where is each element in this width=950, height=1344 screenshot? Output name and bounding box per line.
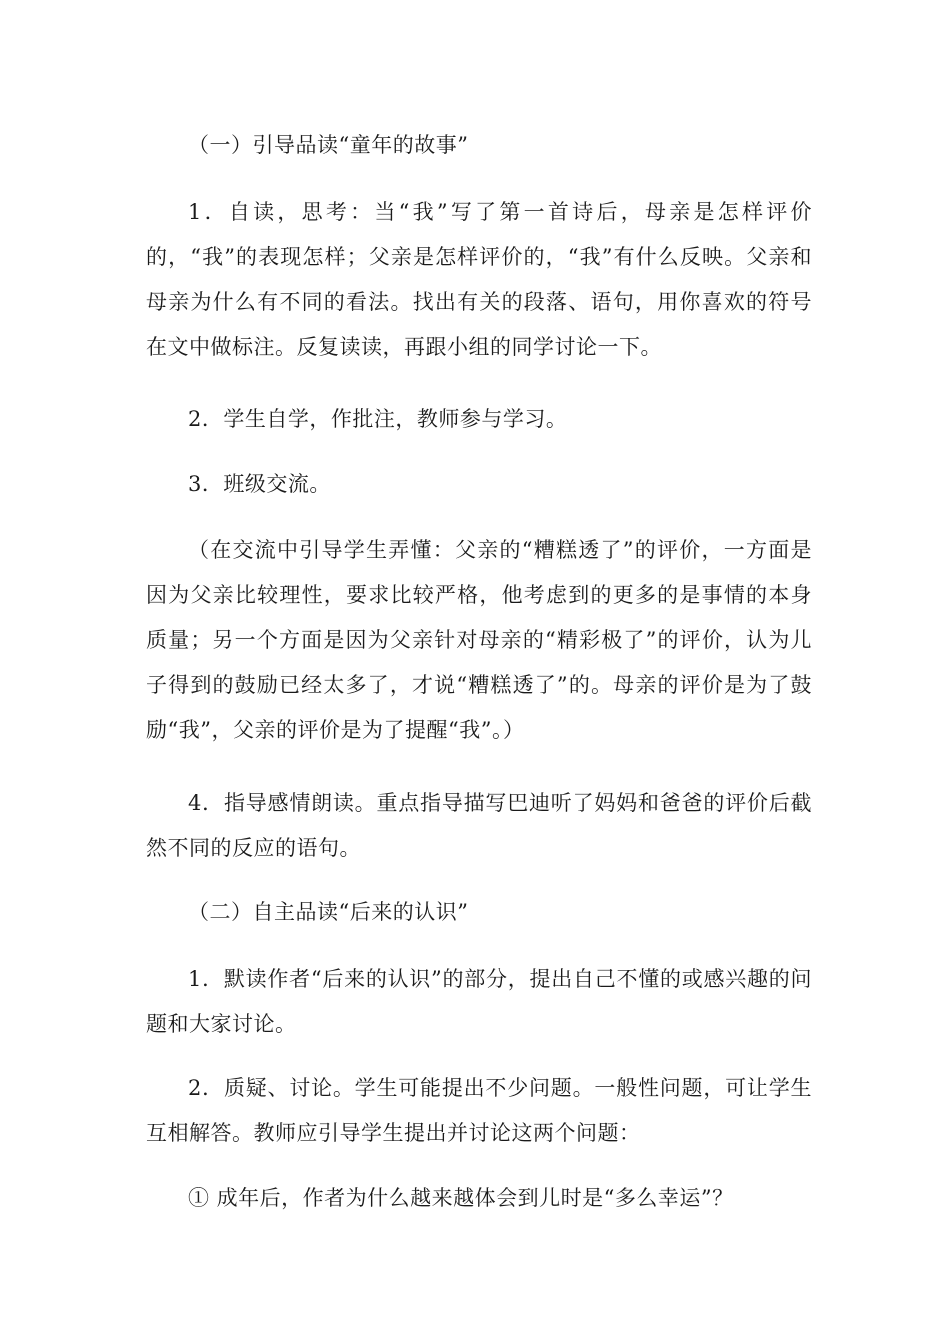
paragraph-7: 2．质疑、讨论。学生可能提出不少问题。一般性问题，可让学生互相解答。教师应引导学生提出并讨论这两个问题： (146, 1076, 812, 1145)
paragraph-8: ① 成年后，作者为什么越来越体会到儿时是“多么幸运”？ (188, 1186, 734, 1210)
paragraph-4: （在交流中引导学生弄懂：父亲的“糟糕透了”的评价，一方面是因为父亲比较理性，要求比较严格，他考虑到的更多的是事情的本身质量；另一个方面是因为父亲针对母亲的“精彩极了”的评价，认为儿子得到的鼓励已经太多了，才说“糟糕透了”的。母亲的评价是为了鼓励“我”，父亲的评价是为了提醒“我”。） (146, 538, 812, 742)
paragraph-3: 3．班级交流。 (188, 472, 331, 496)
paragraph-2: 2．学生自学，作批注，教师参与学习。 (188, 407, 568, 431)
paragraph-6: 1．默读作者“后来的认识”的部分，提出自己不懂的或感兴趣的问题和大家讨论。 (146, 967, 812, 1036)
section-heading-2: （二）自主品读“后来的认识” (188, 900, 469, 924)
paragraph-1: 1．自读，思考：当“我”写了第一首诗后，母亲是怎样评价的，“我”的表现怎样；父亲是怎样评价的，“我”有什么反映。父亲和母亲为什么有不同的看法。找出有关的段落、语句，用你喜欢的符号在文中做标注。反复读读，再跟小组的同学讨论一下。 (146, 200, 812, 359)
paragraph-5: 4．指导感情朗读。重点指导描写巴迪听了妈妈和爸爸的评价后截然不同的反应的语句。 (146, 791, 812, 860)
section-heading-1: （一）引导品读“童年的故事” (188, 133, 469, 157)
